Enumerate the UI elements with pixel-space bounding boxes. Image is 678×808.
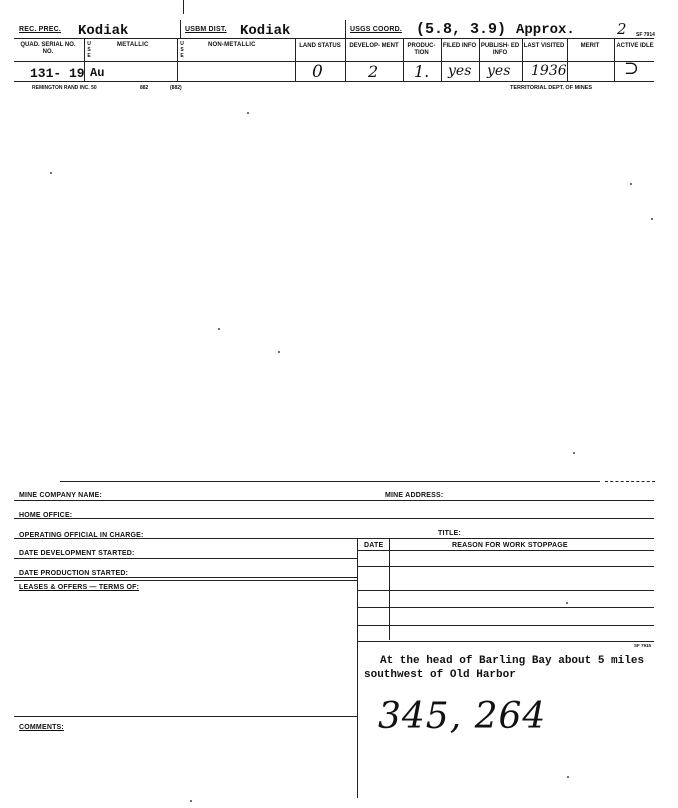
usgs-coord-note: Approx.: [516, 22, 575, 38]
cell-production: 1.: [414, 62, 430, 81]
card-number: 2: [617, 20, 627, 38]
comments-label: COMMENTS:: [19, 724, 64, 731]
scan-speck: [573, 452, 575, 454]
col-production: PRODUC- TION: [407, 43, 436, 56]
col-filed-info: FILED INFO: [442, 43, 477, 49]
remarks-line-2: southwest of Old Harbor: [364, 669, 516, 681]
column-header-rule: [14, 61, 654, 62]
scan-speck: [218, 328, 220, 330]
scan-speck: [190, 800, 192, 802]
scan-speck: [278, 351, 280, 353]
printer-code-2: (882): [170, 85, 182, 91]
cell-published-info: yes: [487, 63, 511, 79]
scan-speck: [630, 183, 632, 185]
remarks-line-1: At the head of Barling Bay about 5 miles: [380, 655, 645, 667]
cell-metallic: Au: [90, 66, 105, 80]
home-office-label: HOME OFFICE:: [19, 512, 73, 519]
usbm-dist-value: Kodiak: [240, 23, 291, 39]
scan-speck: [50, 172, 52, 174]
col-quad-serial: QUAD. SERIAL NO. NO.: [20, 42, 76, 55]
cell-filed-info: yes: [448, 63, 472, 79]
top-tick: [183, 0, 184, 14]
col-non-metallic: NON-METALLIC: [208, 42, 256, 48]
form-code-back: SF 7915: [634, 643, 652, 648]
operating-official-label: OPERATING OFFICIAL IN CHARGE:: [19, 532, 144, 539]
usgs-coord-label: USGS COORD.: [350, 26, 402, 33]
rec-prec-value: Kodiak: [78, 23, 129, 39]
location-remarks: [364, 654, 659, 682]
leases-label: LEASES & OFFERS — TERMS OF:: [19, 584, 140, 591]
cell-quad-serial: 131- 19: [30, 66, 85, 81]
col-land-status: LAND STATUS: [299, 43, 341, 49]
col-use-metallic: U S E: [87, 41, 91, 59]
cell-land-status: 0: [312, 62, 323, 82]
department-imprint: TERRITORIAL DEPT. OF MINES: [510, 85, 592, 91]
form-code-front: SF 7914: [636, 32, 655, 38]
scan-speck: [566, 602, 568, 604]
title-label: TITLE:: [438, 530, 461, 537]
card-edge: [60, 481, 600, 482]
printer-imprint: REMINGTON RAND INC. 50: [32, 85, 97, 91]
mine-company-label: MINE COMPANY NAME:: [19, 492, 103, 499]
scan-speck: [247, 112, 249, 114]
scan-speck: [651, 218, 653, 220]
date-prod-started-label: DATE PRODUCTION STARTED:: [19, 570, 129, 577]
col-active-idle: ACTIVE IDLE: [616, 43, 654, 49]
col-metallic: METALLIC: [117, 42, 149, 48]
reason-column-label: REASON FOR WORK STOPPAGE: [452, 542, 568, 549]
col-use-nonmetallic: U S E: [180, 41, 184, 59]
usbm-dist-label: USBM DIST.: [185, 26, 227, 33]
date-column-label: DATE: [364, 542, 384, 549]
printer-code: 882: [140, 85, 149, 91]
scan-speck: [567, 776, 569, 778]
usgs-coord-value: (5.8, 3.9): [416, 21, 507, 38]
col-merit: MERIT: [580, 43, 600, 49]
cell-development: 2: [368, 62, 379, 81]
col-development: DEVELOP- MENT: [349, 43, 399, 49]
mine-address-label: MINE ADDRESS:: [385, 492, 444, 499]
col-published-info: PUBLISH- ED INFO: [480, 43, 520, 56]
header-rule: [14, 38, 654, 39]
back-vertical-divider: [357, 538, 358, 798]
cell-active-idle: ⊃: [624, 58, 640, 79]
col-last-visited: LAST VISITED: [523, 43, 565, 49]
cell-last-visited: 1936: [531, 63, 567, 79]
rec-prec-label: REC. PREC.: [19, 26, 62, 33]
handwritten-number: 345, 264: [378, 696, 547, 737]
row-bottom-rule: [14, 81, 654, 82]
date-dev-started-label: DATE DEVELOPMENT STARTED:: [19, 550, 135, 557]
